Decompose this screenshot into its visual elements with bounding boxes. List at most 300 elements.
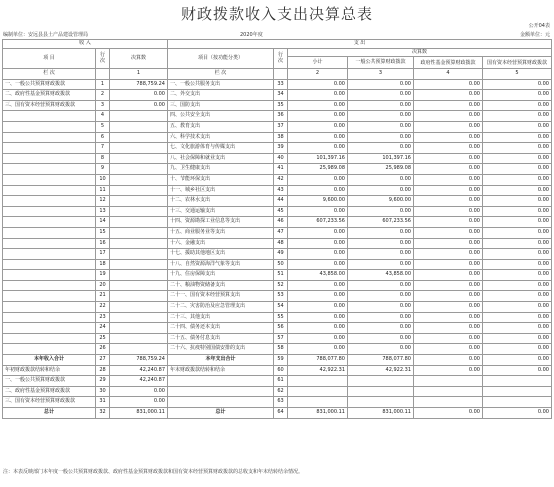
gov-fund-amount (414, 397, 483, 408)
expense-line: 53 (274, 291, 288, 302)
state-capital-amount: 0.00 (483, 270, 552, 281)
gov-fund-amount: 0.00 (414, 185, 483, 196)
gen-budget-amount: 101,397.16 (348, 153, 414, 164)
state-capital-amount: 0.00 (483, 249, 552, 260)
income-amount (110, 270, 168, 281)
state-capital-amount: 0.00 (483, 259, 552, 270)
gen-budget-amount: 0.00 (348, 291, 414, 302)
income-item (3, 111, 96, 122)
subtotal-amount: 831,000.11 (288, 408, 348, 419)
gen-budget-amount: 0.00 (348, 249, 414, 260)
table-row (3, 196, 552, 207)
gov-fund-amount: 0.00 (414, 217, 483, 228)
table-row (3, 270, 552, 281)
gov-fund-amount: 0.00 (414, 79, 483, 90)
subtotal-amount: 25,989.08 (288, 164, 348, 175)
gen-budget-amount: 0.00 (348, 111, 414, 122)
gen-budget-amount: 0.00 (348, 143, 414, 154)
gov-fund-amount: 0.00 (414, 344, 483, 355)
gen-budget-amount: 0.00 (348, 323, 414, 334)
income-line: 21 (96, 291, 110, 302)
expense-line: 41 (274, 164, 288, 175)
subtotal-amount: 0.00 (288, 174, 348, 185)
expense-item: 九、卫生健康支出 (168, 164, 274, 175)
state-capital-amount: 0.00 (483, 100, 552, 111)
expense-item: 十五、商业服务业等支出 (168, 227, 274, 238)
gov-fund-amount: 0.00 (414, 143, 483, 154)
table-row (3, 259, 552, 270)
table-row (3, 280, 552, 291)
expense-line: 47 (274, 227, 288, 238)
income-line: 3 (96, 100, 110, 111)
income-line: 25 (96, 333, 110, 344)
gen-budget-amount: 0.00 (348, 121, 414, 132)
expense-line: 44 (274, 196, 288, 207)
income-line: 31 (96, 397, 110, 408)
gov-fund-amount: 0.00 (414, 249, 483, 260)
gen-budget-amount: 0.00 (348, 174, 414, 185)
subtotal-amount: 43,858.00 (288, 270, 348, 281)
income-line: 32 (96, 408, 110, 419)
income-amount (110, 333, 168, 344)
expense-line: 46 (274, 217, 288, 228)
gen-budget-amount: 0.00 (348, 90, 414, 101)
income-item (3, 259, 96, 270)
state-capital-amount: 0.00 (483, 111, 552, 122)
table-row (3, 355, 552, 366)
state-capital-amount: 0.00 (483, 323, 552, 334)
income-amount (110, 143, 168, 154)
table-row (3, 397, 552, 408)
expense-line: 38 (274, 132, 288, 143)
gov-fund-amount: 0.00 (414, 132, 483, 143)
expense-item: 二十五、债务付息支出 (168, 333, 274, 344)
income-line-header: 行次 (96, 48, 110, 69)
income-amount (110, 249, 168, 260)
expense-item: 总计 (168, 408, 274, 419)
income-amount: 0.00 (110, 386, 168, 397)
subtotal-amount: 0.00 (288, 280, 348, 291)
expense-item: 十一、城乡社区支出 (168, 185, 274, 196)
expense-line: 48 (274, 238, 288, 249)
table-row (3, 344, 552, 355)
subtotal-header: 小计 (288, 57, 348, 69)
state-capital-header: 国有资本经营预算财政拨款 (483, 57, 552, 69)
expense-line: 35 (274, 100, 288, 111)
table-row (3, 111, 552, 122)
income-amount: 0.00 (110, 90, 168, 101)
expense-line: 59 (274, 355, 288, 366)
gov-fund-amount: 0.00 (414, 100, 483, 111)
gov-fund-amount: 0.00 (414, 365, 483, 376)
state-capital-amount: 0.00 (483, 174, 552, 185)
expense-item: 六、科学技术支出 (168, 132, 274, 143)
gen-budget-amount: 43,858.00 (348, 270, 414, 281)
expense-line: 57 (274, 333, 288, 344)
table-row (3, 79, 552, 90)
subtotal-amount: 0.00 (288, 238, 348, 249)
gov-fund-amount: 0.00 (414, 164, 483, 175)
income-line: 7 (96, 143, 110, 154)
expense-line: 58 (274, 344, 288, 355)
income-line: 9 (96, 164, 110, 175)
subtotal-amount: 0.00 (288, 206, 348, 217)
income-item (3, 121, 96, 132)
expense-item: 十七、援助其他地区支出 (168, 249, 274, 260)
gov-fund-amount: 0.00 (414, 312, 483, 323)
col-3-index: 3 (348, 69, 414, 80)
income-line: 30 (96, 386, 110, 397)
table-row (3, 153, 552, 164)
income-line: 5 (96, 121, 110, 132)
table-row (3, 143, 552, 154)
table-row (3, 238, 552, 249)
state-capital-amount: 0.00 (483, 185, 552, 196)
state-capital-amount: 0.00 (483, 227, 552, 238)
income-amount (110, 206, 168, 217)
gov-fund-amount (414, 376, 483, 387)
expense-item: 七、文化旅游体育与传媒支出 (168, 143, 274, 154)
expense-line: 61 (274, 376, 288, 387)
state-capital-amount: 0.00 (483, 365, 552, 376)
expense-item: 二十六、抗疫特别国债安排的支出 (168, 344, 274, 355)
income-amount (110, 238, 168, 249)
subtotal-amount: 0.00 (288, 143, 348, 154)
gov-fund-amount: 0.00 (414, 121, 483, 132)
gov-fund-amount: 0.00 (414, 302, 483, 313)
expense-line: 51 (274, 270, 288, 281)
gov-fund-header: 政府性基金预算财政拨款 (414, 57, 483, 69)
expense-item: 四、公共安全支出 (168, 111, 274, 122)
income-line: 18 (96, 259, 110, 270)
expense-line: 40 (274, 153, 288, 164)
income-amount (110, 121, 168, 132)
income-item: 一、一般公共预算财政拨款 (3, 376, 96, 387)
income-line: 11 (96, 185, 110, 196)
income-line: 15 (96, 227, 110, 238)
expense-line: 45 (274, 206, 288, 217)
table-row (3, 376, 552, 387)
page-title: 财政拨款收入支出决算总表 (180, 5, 373, 23)
income-amount (110, 164, 168, 175)
gen-budget-amount: 0.00 (348, 227, 414, 238)
state-capital-amount: 0.00 (483, 90, 552, 101)
income-amount (110, 132, 168, 143)
col-4-index: 4 (414, 69, 483, 80)
income-line: 19 (96, 270, 110, 281)
gen-budget-amount: 607,233.56 (348, 217, 414, 228)
expense-line: 34 (274, 90, 288, 101)
income-item: 年初财政拨款结转和结余 (3, 365, 96, 376)
state-capital-amount: 0.00 (483, 121, 552, 132)
gen-budget-amount: 0.00 (348, 302, 414, 313)
income-amount (110, 217, 168, 228)
income-item (3, 249, 96, 260)
income-amount: 788,759.24 (110, 355, 168, 366)
expense-item: 二十四、债务还本支出 (168, 323, 274, 334)
table-row (3, 291, 552, 302)
form-code: 公开04表 (528, 23, 550, 29)
final-accounts-table (2, 39, 552, 419)
state-capital-amount (483, 397, 552, 408)
table-row (3, 121, 552, 132)
subtotal-amount: 0.00 (288, 185, 348, 196)
expense-header: 支 出 (168, 40, 552, 49)
table-row (3, 249, 552, 260)
income-item (3, 217, 96, 228)
state-capital-amount: 0.00 (483, 206, 552, 217)
expense-item-header: 项目（按功能分类） (168, 48, 274, 69)
state-capital-amount (483, 386, 552, 397)
income-amount-header: 决算数 (110, 48, 168, 69)
gen-budget-amount: 25,989.08 (348, 164, 414, 175)
income-amount (110, 323, 168, 334)
expense-item: 二十一、国有资本经营预算支出 (168, 291, 274, 302)
income-item (3, 185, 96, 196)
subtotal-amount: 0.00 (288, 227, 348, 238)
income-line: 20 (96, 280, 110, 291)
income-amount: 0.00 (110, 397, 168, 408)
income-amount (110, 291, 168, 302)
subtotal-amount: 0.00 (288, 100, 348, 111)
gen-budget-amount: 0.00 (348, 100, 414, 111)
gen-budget-amount: 0.00 (348, 312, 414, 323)
index-row (3, 69, 552, 80)
table-row (3, 365, 552, 376)
income-amount (110, 153, 168, 164)
gen-budget-amount: 0.00 (348, 344, 414, 355)
income-item (3, 132, 96, 143)
income-item: 总计 (3, 408, 96, 419)
table-row (3, 185, 552, 196)
expense-item: 五、教育支出 (168, 121, 274, 132)
income-amount (110, 196, 168, 207)
state-capital-amount: 0.00 (483, 143, 552, 154)
expense-line: 54 (274, 302, 288, 313)
subtotal-amount (288, 376, 348, 387)
income-line: 17 (96, 249, 110, 260)
table-row (3, 132, 552, 143)
subtotal-amount: 9,600.00 (288, 196, 348, 207)
subtotal-amount: 101,397.16 (288, 153, 348, 164)
income-line: 13 (96, 206, 110, 217)
expense-col-label: 栏 次 (168, 69, 274, 80)
income-line: 22 (96, 302, 110, 313)
income-line: 28 (96, 365, 110, 376)
expense-item: 年末财政拨款结转和结余 (168, 365, 274, 376)
expense-item: 二十二、灾害防治及应急管理支出 (168, 302, 274, 313)
income-item (3, 344, 96, 355)
state-capital-amount: 0.00 (483, 217, 552, 228)
expense-line: 36 (274, 111, 288, 122)
gen-budget-amount: 0.00 (348, 238, 414, 249)
expense-line: 43 (274, 185, 288, 196)
expense-item: 二、外交支出 (168, 90, 274, 101)
subtotal-amount: 0.00 (288, 90, 348, 101)
expense-item: 十、节能环保支出 (168, 174, 274, 185)
expense-item: 十九、住房保障支出 (168, 270, 274, 281)
expense-line: 60 (274, 365, 288, 376)
income-item: 本年收入合计 (3, 355, 96, 366)
gen-budget-header: 一般公共预算财政拨款 (348, 57, 414, 69)
state-capital-amount: 0.00 (483, 196, 552, 207)
income-amount: 788,759.24 (110, 79, 168, 90)
subtotal-amount: 607,233.56 (288, 217, 348, 228)
subtotal-amount: 0.00 (288, 312, 348, 323)
state-capital-amount: 0.00 (483, 344, 552, 355)
expense-line: 64 (274, 408, 288, 419)
table-row (3, 174, 552, 185)
income-item (3, 164, 96, 175)
gen-budget-amount (348, 376, 414, 387)
income-line: 6 (96, 132, 110, 143)
subtotal-amount: 42,922.31 (288, 365, 348, 376)
income-item (3, 323, 96, 334)
expense-item (168, 386, 274, 397)
expense-line: 42 (274, 174, 288, 185)
expense-line: 52 (274, 280, 288, 291)
income-item (3, 196, 96, 207)
income-item (3, 312, 96, 323)
unit-label: 编制单位：安远县县土产品建设管理局 (3, 32, 89, 38)
expense-item: 二十、粮油物资储备支出 (168, 280, 274, 291)
gen-budget-amount (348, 397, 414, 408)
gen-budget-amount: 831,000.11 (348, 408, 414, 419)
expense-line: 50 (274, 259, 288, 270)
income-item (3, 206, 96, 217)
subtotal-amount: 788,077.80 (288, 355, 348, 366)
col-1-index: 1 (110, 69, 168, 80)
income-item: 二、政府性基金预算财政拨款 (3, 90, 96, 101)
header-row-1 (3, 40, 552, 49)
income-amount (110, 259, 168, 270)
expense-item: 八、社会保障和就业支出 (168, 153, 274, 164)
gov-fund-amount: 0.00 (414, 111, 483, 122)
gov-fund-amount: 0.00 (414, 174, 483, 185)
income-item (3, 153, 96, 164)
income-line: 24 (96, 323, 110, 334)
table-row (3, 217, 552, 228)
income-item (3, 174, 96, 185)
state-capital-amount: 0.00 (483, 238, 552, 249)
col-2-index: 2 (288, 69, 348, 80)
income-line: 8 (96, 153, 110, 164)
gov-fund-amount: 0.00 (414, 90, 483, 101)
table-row (3, 408, 552, 419)
subtotal-amount: 0.00 (288, 249, 348, 260)
income-item: 三、国有资本经营预算财政拨款 (3, 397, 96, 408)
gen-budget-amount: 0.00 (348, 79, 414, 90)
table-row (3, 100, 552, 111)
income-item (3, 280, 96, 291)
income-item (3, 270, 96, 281)
gen-budget-amount (348, 386, 414, 397)
income-line: 2 (96, 90, 110, 101)
expense-item: 十八、自然资源海洋气象等支出 (168, 259, 274, 270)
gen-budget-amount: 0.00 (348, 259, 414, 270)
expense-line: 49 (274, 249, 288, 260)
income-amount (110, 227, 168, 238)
expense-item: 本年支出合计 (168, 355, 274, 366)
table-row (3, 164, 552, 175)
income-item: 一、一般公共预算财政拨款 (3, 79, 96, 90)
income-item (3, 291, 96, 302)
footnote: 注：本表反映部门本年度一般公共预算财政拨款、政府性基金预算财政拨款和国有资本经营预算财政拨款的总收支和年末结转结余情况。 (3, 469, 304, 475)
expense-item: 十六、金融支出 (168, 238, 274, 249)
subtotal-amount: 0.00 (288, 333, 348, 344)
decision-header: 决算数 (288, 48, 552, 57)
expense-line: 55 (274, 312, 288, 323)
expense-item: 十二、农林水支出 (168, 196, 274, 207)
table-row (3, 302, 552, 313)
year-label: 2020年度 (240, 32, 263, 38)
income-item (3, 227, 96, 238)
subtotal-amount: 0.00 (288, 111, 348, 122)
gov-fund-amount: 0.00 (414, 259, 483, 270)
gen-budget-amount: 0.00 (348, 132, 414, 143)
table-row (3, 386, 552, 397)
state-capital-amount: 0.00 (483, 79, 552, 90)
subtotal-amount: 0.00 (288, 291, 348, 302)
income-amount (110, 312, 168, 323)
expense-item (168, 397, 274, 408)
income-amount (110, 185, 168, 196)
subtotal-amount (288, 386, 348, 397)
table-row (3, 90, 552, 101)
expense-line: 56 (274, 323, 288, 334)
income-line: 23 (96, 312, 110, 323)
income-amount: 42,240.87 (110, 376, 168, 387)
subtotal-amount: 0.00 (288, 344, 348, 355)
subtotal-amount: 0.00 (288, 259, 348, 270)
income-item (3, 333, 96, 344)
subtotal-amount: 0.00 (288, 302, 348, 313)
income-amount (110, 344, 168, 355)
income-amount (110, 174, 168, 185)
gov-fund-amount: 0.00 (414, 270, 483, 281)
income-amount (110, 280, 168, 291)
subtotal-amount: 0.00 (288, 323, 348, 334)
income-item-header: 项 目 (3, 48, 96, 69)
expense-item (168, 376, 274, 387)
income-line: 4 (96, 111, 110, 122)
income-line: 26 (96, 344, 110, 355)
income-line: 29 (96, 376, 110, 387)
income-line: 16 (96, 238, 110, 249)
gov-fund-amount: 0.00 (414, 408, 483, 419)
gov-fund-amount: 0.00 (414, 323, 483, 334)
subtotal-amount: 0.00 (288, 79, 348, 90)
state-capital-amount: 0.00 (483, 291, 552, 302)
expense-item: 二十三、其他支出 (168, 312, 274, 323)
state-capital-amount: 0.00 (483, 280, 552, 291)
expense-item: 一、一般公共服务支出 (168, 79, 274, 90)
expense-line: 63 (274, 397, 288, 408)
expense-item: 十三、交通运输支出 (168, 206, 274, 217)
state-capital-amount: 0.00 (483, 153, 552, 164)
income-amount: 42,240.87 (110, 365, 168, 376)
income-line: 10 (96, 174, 110, 185)
income-item (3, 143, 96, 154)
income-header: 收 入 (3, 40, 168, 49)
gov-fund-amount: 0.00 (414, 280, 483, 291)
income-item: 三、国有资本经营预算财政拨款 (3, 100, 96, 111)
income-line: 27 (96, 355, 110, 366)
gov-fund-amount: 0.00 (414, 355, 483, 366)
expense-line: 37 (274, 121, 288, 132)
income-amount: 831,000.11 (110, 408, 168, 419)
income-amount: 0.00 (110, 100, 168, 111)
